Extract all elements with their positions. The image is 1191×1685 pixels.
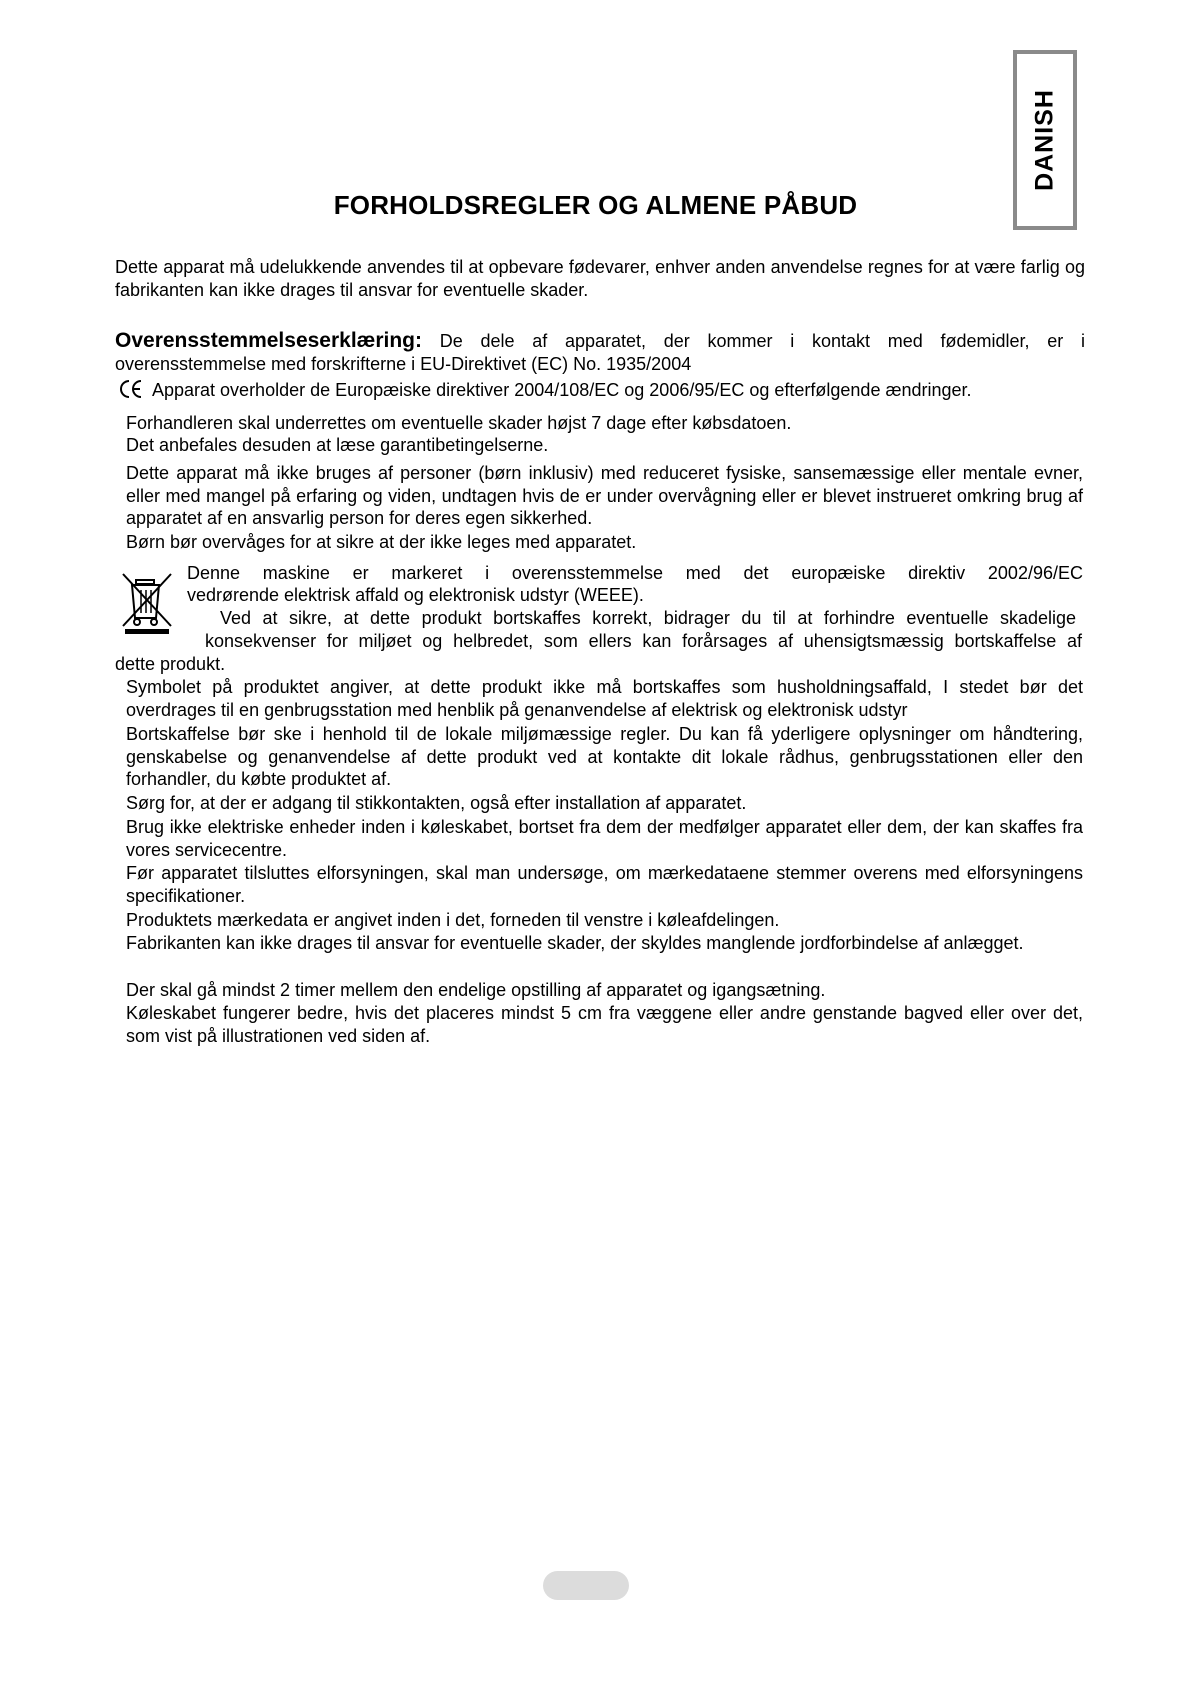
weee-line-2: vedrørende elektrisk affald og elektronisk udstyr (WEEE). <box>187 585 644 605</box>
placement-paragraph: Køleskabet fungerer bedre, hvis det placeres mindst 5 cm fra væggene eller andre genstande bagved eller over det, som vist på illustrationen ved siden af. <box>126 1003 1083 1046</box>
page-title: FORHOLDSREGLER OG ALMENE PÅBUD <box>333 190 858 220</box>
conformity-heading: Overensstemmelseserklæring: <box>115 329 422 352</box>
weee-line-1: Denne maskine er markeret i overensstemmelse med det europæiske direktiv 2002/96/EC <box>187 563 1083 583</box>
persons-paragraph: Dette apparat må ikke bruges af personer (børn inklusiv) med reduceret fysiske, sansemæssige eller mentale evner, eller med mangel på erfaring og viden, undtagen hvis de er under overvågning eller er blevet instrueret omkring brug af apparatet af en ansvarlig person for deres egen sikkerhed. <box>126 463 1083 528</box>
earth-paragraph: Fabrikanten kan ikke drages til ansvar for eventuelle skader, der skyldes manglende jordforbindelse af anlægget. <box>126 933 1024 953</box>
weee-line-4: konsekvenser for miljøet og helbredet, som ellers kan forårsages af uhensigtsmæssig bortskaffelse af <box>205 631 1082 651</box>
weee-line-5: dette produkt. <box>115 654 226 674</box>
intro-paragraph: Dette apparat må udelukkende anvendes til at opbevare fødevarer, enhver anden anvendelse regnes for at være farlig og fabrikanten kan ikke drages til ansvar for eventuelle skader. <box>115 257 1085 300</box>
weee-line-3: Ved at sikre, at dette produkt bortskaffes korrekt, bidrager du til at forhindre eventuelle skadelige <box>220 608 1076 628</box>
children-paragraph: Børn bør overvåges for at sikre at der ikke leges med apparatet. <box>126 532 637 552</box>
power-paragraph: Før apparatet tilsluttes elforsyningen, skal man undersøge, om mærkedataene stemmer overens med elforsyningens specifikationer. <box>126 863 1083 906</box>
label-paragraph: Produktets mærkedata er angivet inden i det, forneden til venstre i køleafdelingen. <box>126 910 780 930</box>
page-number-tab <box>543 1571 629 1600</box>
symbol-paragraph: Symbolet på produktet angiver, at dette produkt ikke må bortskaffes som husholdningsaffald, I stedet bør det overdrages til en genbrugsstation med henblik på genanvendelse af elektrisk og elektronisk udstyr <box>126 677 1083 720</box>
disposal-paragraph: Bortskaffelse bør ske i henhold til de lokale miljømæssige regler. Du kan få yderligere oplysninger om håndtering, genskabelse og genanvendelse af dette produkt ved at kontakte dit lokale rådhus, genbrugsstationen eller den forhandler, du købte produktet af. <box>126 724 1083 789</box>
dealer-paragraph: Forhandleren skal underrettes om eventuelle skader højst 7 dage efter købsdatoen. <box>126 413 792 433</box>
socket-paragraph: Sørg for, at der er adgang til stikkontakten, også efter installation af apparatet. <box>126 793 747 813</box>
warranty-paragraph: Det anbefales desuden at læse garantibetingelserne. <box>126 435 549 455</box>
crossed-out-bin-icon <box>121 572 175 634</box>
conformity-text: De dele af apparatet, der kommer i kontakt med fødemidler, er i overensstemmelse med forskrifterne i EU-Direktivet (EC) No. 1935/2004 <box>115 331 1085 374</box>
devices-paragraph: Brug ikke elektriske enheder inden i køleskabet, bortset fra dem der medfølger apparatet eller dem, der kan skaffes fra vores servicecentre. <box>126 817 1083 860</box>
language-tab-label: DANISH <box>1030 89 1059 191</box>
ce-mark-icon <box>119 379 143 399</box>
ce-statement: Apparat overholder de Europæiske direktiver 2004/108/EC og 2006/95/EC og efterfølgende ændringer. <box>152 380 972 400</box>
wait-paragraph: Der skal gå mindst 2 timer mellem den endelige opstilling af apparatet og igangsætning. <box>126 980 826 1000</box>
conformity-paragraph <box>115 330 1085 375</box>
